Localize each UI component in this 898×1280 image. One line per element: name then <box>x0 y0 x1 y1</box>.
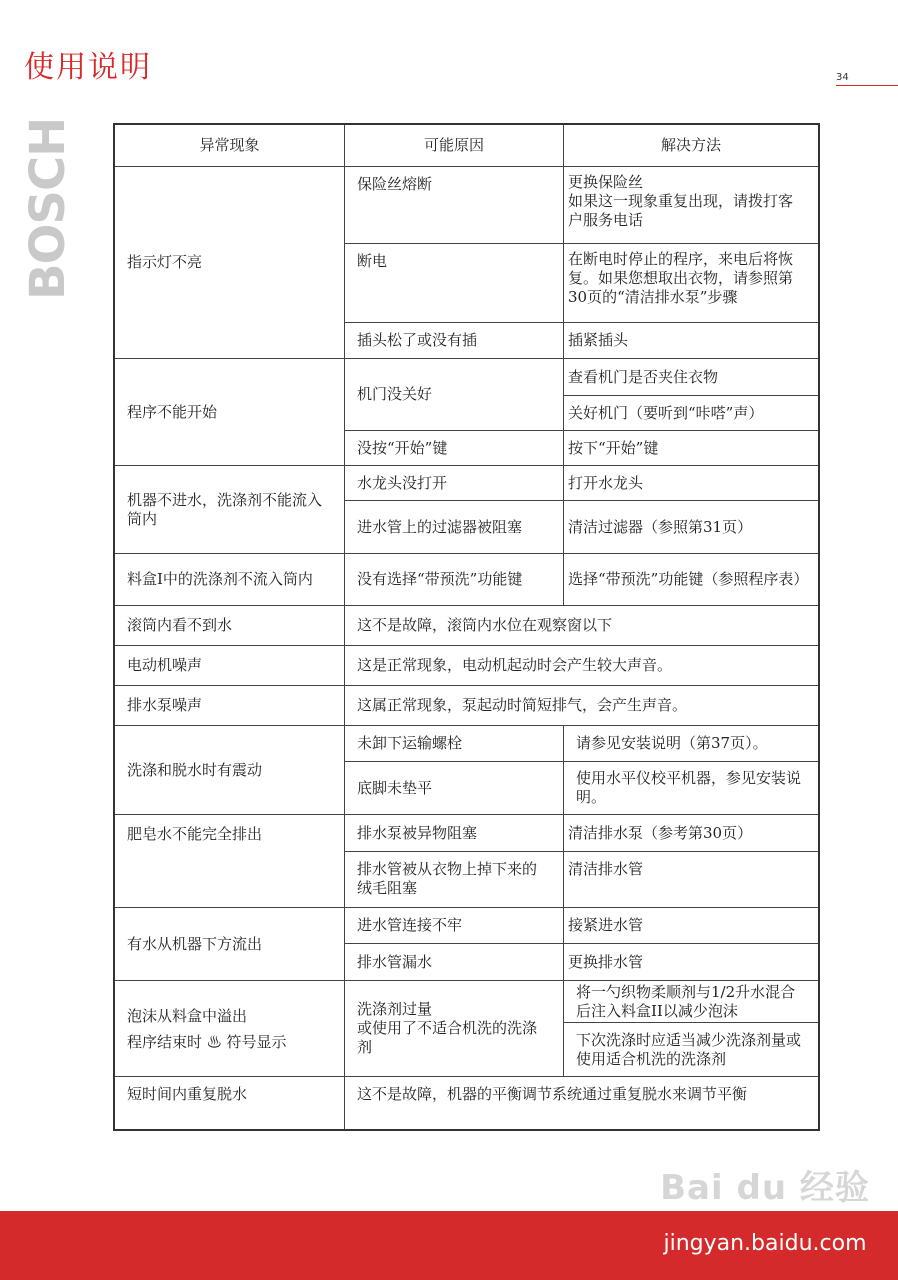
cause-cell: 没有选择“带预洗”功能键 <box>345 554 564 606</box>
brand-logo: BOSCH <box>20 117 76 300</box>
cause-cell: 进水管上的过滤器被阻塞 <box>345 501 564 554</box>
solution-cell: 清洁过滤器（参照第31页） <box>564 501 818 554</box>
cause-cell: 未卸下运输螺栓 <box>345 726 564 762</box>
cause-cell: 机门没关好 <box>345 359 564 431</box>
solution-cell: 插紧插头 <box>564 323 818 359</box>
watermark <box>640 1160 890 1270</box>
header-cause: 可能原因 <box>345 125 564 167</box>
symptom-cell: 泡沫从料盒中溢出 程序结束时 ♨ 符号显示 <box>115 981 345 1077</box>
solution-cell: 使用水平仪校平机器，参见安装说明。 <box>564 762 818 815</box>
symptom-cell: 洗涤和脱水时有震动 <box>115 726 345 815</box>
solution-cell: 清洁排水泵（参考第30页） <box>564 815 818 852</box>
watermark-url: jingyan.baidu.com <box>663 1231 867 1256</box>
solution-cell: 更换排水管 <box>564 944 818 981</box>
solution-cell: 按下“开始”键 <box>564 431 818 466</box>
solution-cell: 打开水龙头 <box>564 466 818 501</box>
troubleshooting-table <box>113 123 820 1131</box>
cause-cell: 排水管被从衣物上掉下来的绒毛阻塞 <box>345 852 564 908</box>
symptom-cell: 程序不能开始 <box>115 359 345 466</box>
symptom-cell: 肥皂水不能完全排出 <box>115 815 345 908</box>
symptom-cell: 滚筒内看不到水 <box>115 606 345 646</box>
symptom-cell: 电动机噪声 <box>115 646 345 686</box>
symptom-cell: 有水从机器下方流出 <box>115 908 345 981</box>
note-cell: 这不是故障，滚筒内水位在观察窗以下 <box>345 606 818 646</box>
cause-cell: 断电 <box>345 244 564 323</box>
solution-cell: 下次洗涤时应适当减少洗涤剂量或使用适合机洗的洗涤剂 <box>564 1023 818 1077</box>
cause-cell: 排水管漏水 <box>345 944 564 981</box>
solution-cell: 选择“带预洗”功能键（参照程序表） <box>564 554 818 606</box>
note-cell: 这不是故障，机器的平衡调节系统通过重复脱水来调节平衡 <box>357 1085 748 1103</box>
watermark-logo: Bai du 经验 <box>660 1168 870 1208</box>
cause-cell: 洗涤剂过量 或使用了不适合机洗的洗涤剂 <box>345 981 564 1077</box>
cause-cell: 底脚未垫平 <box>345 762 564 815</box>
solution-cell: 清洁排水管 <box>564 852 818 908</box>
solution-cell: 关好机门（要听到“咔嗒”声） <box>564 396 818 431</box>
solution-cell: 更换保险丝 如果这一现象重复出现，请拨打客户服务电话 <box>564 167 818 244</box>
cause-cell: 插头松了或没有插 <box>345 323 564 359</box>
solution-cell: 请参见安装说明（第37页）。 <box>564 726 818 762</box>
symptom-cell: 料盒I中的洗涤剂不流入筒内 <box>115 554 345 606</box>
note-cell: 这是正常现象，电动机起动时会产生较大声音。 <box>345 646 818 686</box>
solution-cell: 接紧进水管 <box>564 908 818 944</box>
symptom-cell: 短时间内重复脱水 <box>115 1077 345 1129</box>
cause-cell: 进水管连接不牢 <box>345 908 564 944</box>
cause-cell: 水龙头没打开 <box>345 466 564 501</box>
cause-cell: 保险丝熔断 <box>345 167 564 244</box>
page-number: 34 <box>836 72 849 83</box>
page-number-rule <box>836 85 898 86</box>
cause-cell: 没按“开始”键 <box>345 431 564 466</box>
symptom-cell: 指示灯不亮 <box>115 167 345 359</box>
note-cell: 这属正常现象，泵起动时简短排气，会产生声音。 <box>345 686 818 726</box>
header-solution: 解决方法 <box>564 125 818 167</box>
solution-cell: 查看机门是否夹住衣物 <box>564 359 818 396</box>
page-title: 使用说明 <box>24 50 152 85</box>
cause-cell: 排水泵被异物阻塞 <box>345 815 564 852</box>
solution-cell: 在断电时停止的程序，来电后将恢复。如果您想取出衣物，请参照第30页的“清洁排水泵”步骤 <box>564 244 818 323</box>
symptom-cell: 排水泵噪声 <box>115 686 345 726</box>
solution-cell: 将一勺织物柔顺剂与1/2升水混合后注入料盒II以减少泡沫 <box>564 981 818 1023</box>
symptom-cell: 机器不进水，洗涤剂不能流入筒内 <box>115 466 345 554</box>
header-symptom: 异常现象 <box>115 125 345 167</box>
